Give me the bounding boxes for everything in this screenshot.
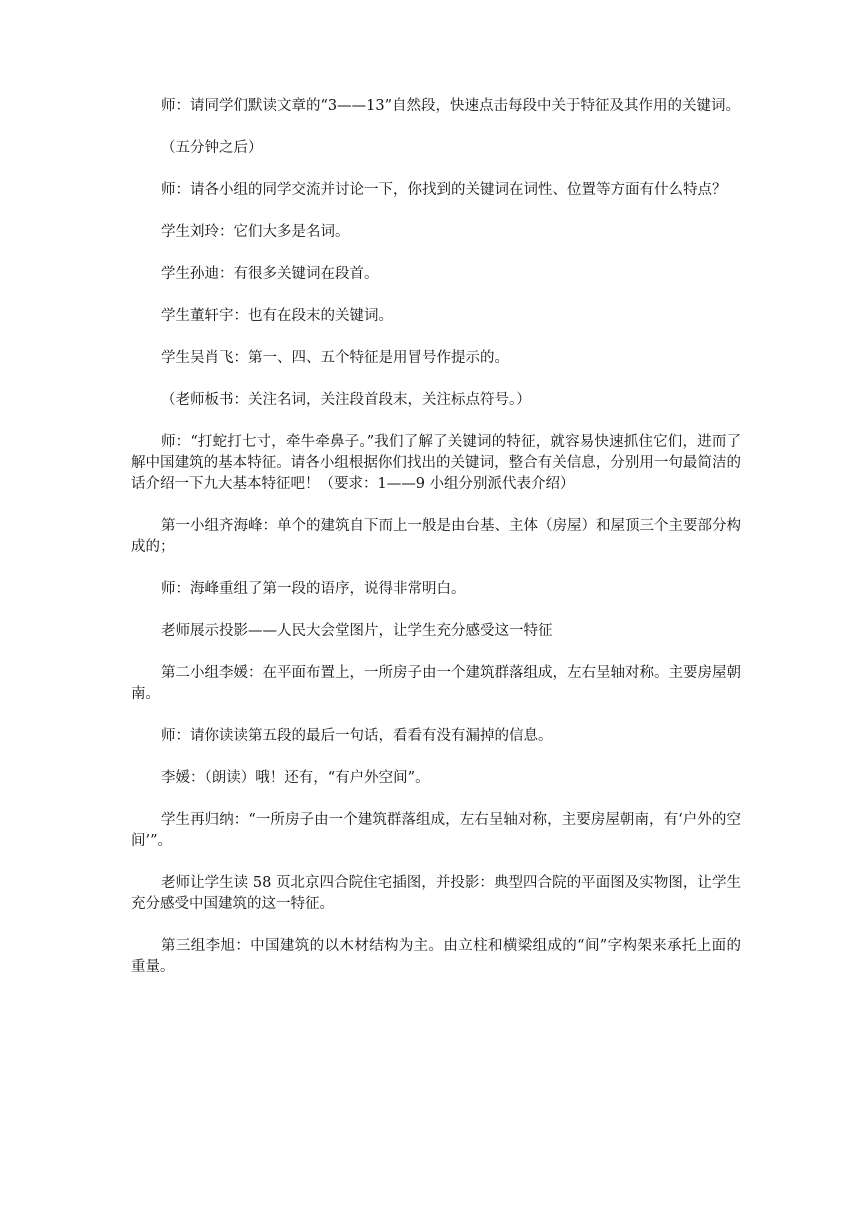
paragraph-student-dong: 学生董轩宇：也有在段末的关键词。: [161, 308, 393, 324]
paragraph-teacher-followup: 师：请你读读第五段的最后一句话，看看有没有漏掉的信息。: [161, 728, 553, 744]
paragraph-student-sun: 学生孙迪：有很多关键词在段首。: [161, 266, 379, 282]
paragraph-student-resummary: 学生再归纳：“一所房子由一个建筑群落组成，左右呈轴对称，主要房屋朝南，有‘户外的空间’”。: [131, 812, 741, 849]
paragraph-teacher-comment: 师：海峰重组了第一段的语序，说得非常明白。: [161, 581, 466, 597]
paragraph-li-yuan: 李媛：（朗读）哦！还有，“有户外空间”。: [161, 770, 430, 786]
paragraph-teacher-instruction: 师：请同学们默读文章的“3——13”自然段，快速点击每段中关于特征及其作用的关键词。: [161, 98, 740, 114]
paragraph-teacher-siheyuan: 老师让学生读 58 页北京四合院住宅插图，并投影：典型四合院的平面图及实物图，让学生充分感受中国建筑的这一特征。: [131, 875, 741, 912]
paragraph-student-wu: 学生吴肖飞：第一、四、五个特征是用冒号作提示的。: [161, 350, 509, 366]
paragraph-teacher-question: 师：请各小组的同学交流并讨论一下，你找到的关键词在词性、位置等方面有什么特点？: [161, 182, 727, 198]
paragraph-projection-note: 老师展示投影——人民大会堂图片，让学生充分感受这一特征: [161, 623, 553, 639]
document-body: [131, 96, 741, 999]
paragraph-board-note: （老师板书：关注名词，关注段首段末，关注标点符号。）: [161, 392, 531, 408]
paragraph-group2: 第二小组李媛：在平面布置上，一所房子由一个建筑群落组成，左右呈轴对称。主要房屋朝南。: [131, 665, 741, 702]
paragraph-group3: 第三组李旭：中国建筑的以木材结构为主。由立柱和横梁组成的“间”字构架来承托上面的重量。: [131, 938, 741, 975]
paragraph-teacher-summary: 师：“打蛇打七寸，牵牛牵鼻子。”我们了解了关键词的特征，就容易快速抓住它们，进而了解中国建筑的基本特征。请各小组根据你们找出的关键词，整合有关信息，分别用一句最简洁的话介绍一下九大基本特征吧！（要求：1——9 小组分别派代表介绍）: [131, 434, 741, 492]
paragraph-group1: 第一小组齐海峰：单个的建筑自下而上一般是由台基、主体（房屋）和屋顶三个主要部分构成的；: [131, 518, 741, 555]
paragraph-student-liu: 学生刘玲：它们大多是名词。: [161, 224, 350, 240]
paragraph-stage-note: （五分钟之后）: [161, 140, 263, 156]
